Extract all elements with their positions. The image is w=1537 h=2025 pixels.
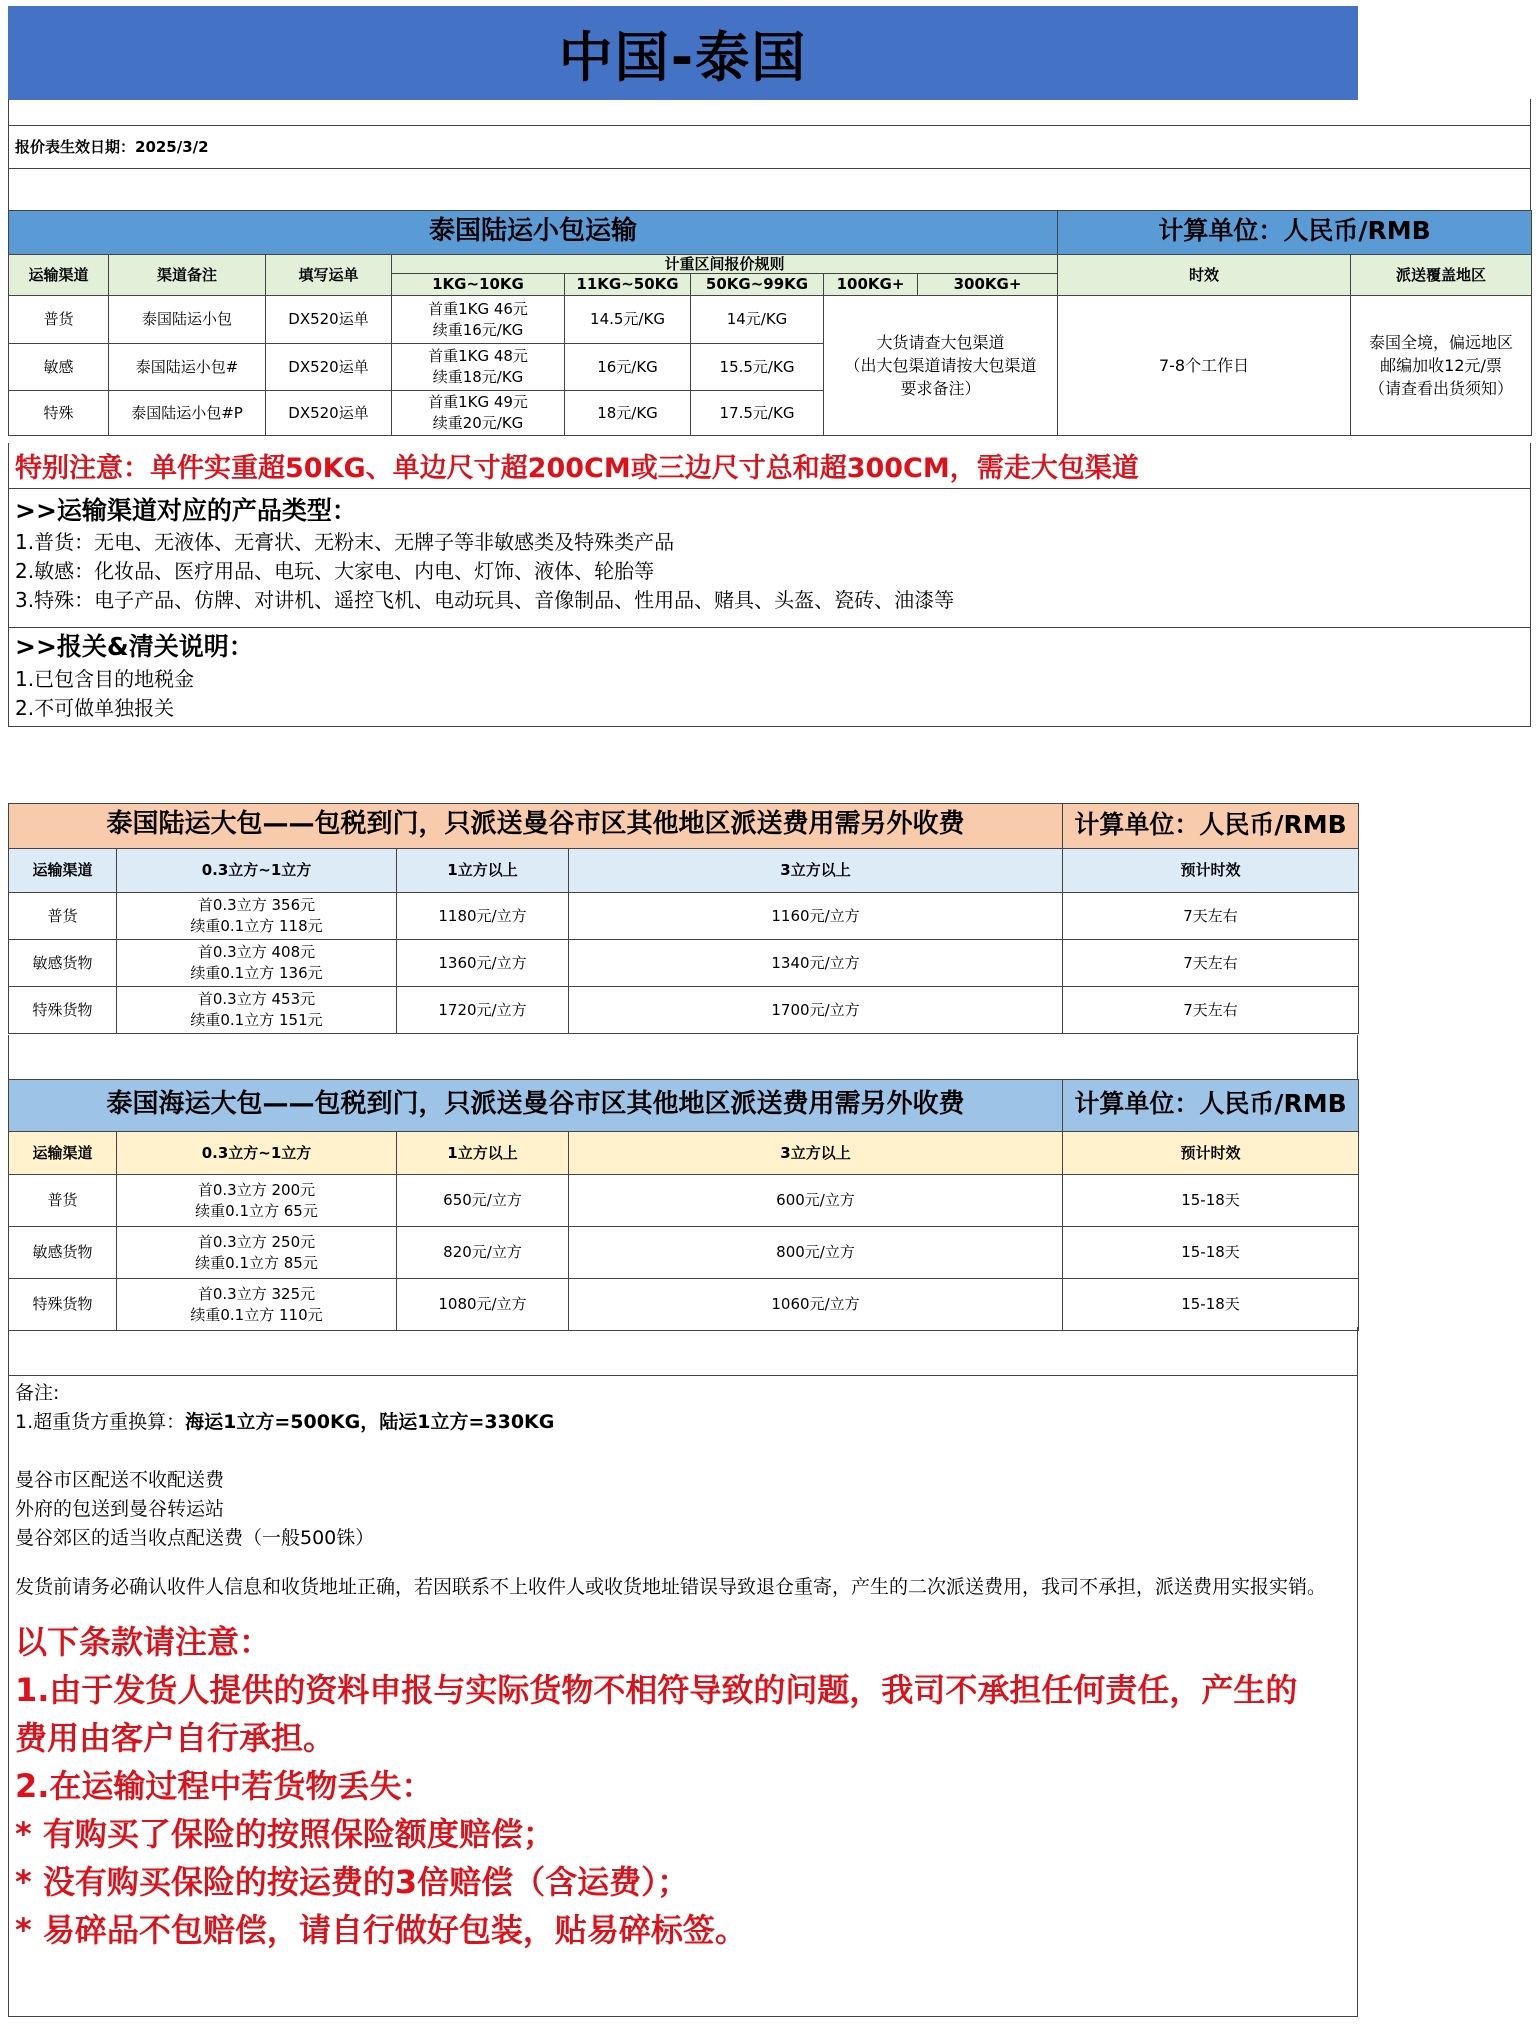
cell-3cbm: 800元/立方 (569, 1227, 1063, 1279)
terms-item: * 易碎品不包赔偿，请自行做好包装，贴易碎标签。 (15, 1911, 747, 1949)
cell-first: 首0.3立方 250元 续重0.1立方 85元 (117, 1227, 397, 1279)
col-channel: 运输渠道 (9, 849, 117, 893)
spacer-row (8, 1327, 1358, 1376)
cell-channel: 普货 (9, 893, 117, 940)
cell-waybill: DX520运单 (266, 296, 392, 344)
cell-band1: 首重1KG 48元 续重18元/KG (392, 344, 565, 391)
cell-first: 首0.3立方 408元 续重0.1立方 136元 (117, 940, 397, 987)
delivery-time: 7-8个工作日 (1058, 296, 1351, 436)
col-first: 0.3立方~1立方 (117, 849, 397, 893)
cell-channel: 普货 (9, 296, 109, 344)
coverage: 泰国全境，偏远地区 邮编加收12元/票 （请查看出货须知） (1351, 296, 1532, 436)
product-type-item: 2.敏感：化妆品、医疗用品、电玩、大家电、内电、灯饰、液体、轮胎等 (15, 559, 655, 583)
cell-band2: 16元/KG (565, 344, 691, 391)
land-bulk-unit: 计算单位：人民币/RMB (1063, 804, 1359, 849)
col-remark: 渠道备注 (109, 255, 266, 296)
cell-first: 首0.3立方 325元 续重0.1立方 110元 (117, 1279, 397, 1331)
cell-band3: 15.5元/KG (691, 344, 824, 391)
col-time: 预计时效 (1063, 1132, 1359, 1175)
cell-time: 7天左右 (1063, 987, 1359, 1034)
delivery-note: 曼谷市区配送不收配送费 (15, 1469, 225, 1491)
product-types (8, 488, 1531, 628)
col-3cbm: 3立方以上 (569, 849, 1063, 893)
cell-band2: 18元/KG (565, 391, 691, 436)
cell-channel: 敏感货物 (9, 940, 117, 987)
terms-heading: 以下条款请注意： (15, 1623, 272, 1661)
cell-band1: 首重1KG 46元 续重16元/KG (392, 296, 565, 344)
col-band4: 100KG+ (824, 274, 918, 296)
col-band3: 50KG~99KG (691, 274, 824, 296)
oversize-notice: 特别注意：单件实重超50KG、单边尺寸超200CM或三边尺寸总和超300CM，需走大包渠道 (8, 443, 1531, 489)
cell-3cbm: 600元/立方 (569, 1175, 1063, 1227)
table-row (9, 1175, 1359, 1227)
col-3cbm: 3立方以上 (569, 1132, 1063, 1175)
terms-item: 2.在运输过程中若货物丢失： (15, 1767, 434, 1805)
col-band1: 1KG~10KG (392, 274, 565, 296)
small-parcel-unit: 计算单位：人民币/RMB (1058, 211, 1532, 255)
cell-channel: 敏感货物 (9, 1227, 117, 1279)
cell-band3: 17.5元/KG (691, 391, 824, 436)
col-1cbm: 1立方以上 (397, 1132, 569, 1175)
page-title: 中国-泰国 (8, 6, 1358, 100)
terms-item: * 有购买了保险的按照保险额度赔偿； (15, 1815, 555, 1853)
table-row (9, 987, 1359, 1034)
cell-3cbm: 1060元/立方 (569, 1279, 1063, 1331)
spacer-row (8, 99, 1531, 126)
land-bulk-title: 泰国陆运大包——包税到门，只派送曼谷市区其他地区派送费用需另外收费 (9, 804, 1063, 849)
table-row (9, 940, 1359, 987)
col-channel: 运输渠道 (9, 1132, 117, 1175)
customs-item: 1.已包含目的地税金 (15, 667, 195, 691)
cell-time: 7天左右 (1063, 893, 1359, 940)
cell-remark: 泰国陆运小包# (109, 344, 266, 391)
table-row (9, 893, 1359, 940)
cell-1cbm: 820元/立方 (397, 1227, 569, 1279)
delivery-note: 曼谷郊区的适当收点配送费（一般500铢） (15, 1527, 375, 1549)
table-row (9, 1279, 1359, 1331)
spacer-row (8, 1035, 1358, 1080)
cell-first: 首0.3立方 356元 续重0.1立方 118元 (117, 893, 397, 940)
cell-first: 首0.3立方 200元 续重0.1立方 65元 (117, 1175, 397, 1227)
cell-channel: 敏感 (9, 344, 109, 391)
delivery-note: 外府的包送到曼谷转运站 (15, 1498, 225, 1520)
customs-notes (8, 627, 1531, 727)
sea-bulk-table (8, 1079, 1359, 1331)
cell-time: 15-18天 (1063, 1175, 1359, 1227)
notes-label: 备注: (15, 1382, 60, 1404)
cell-waybill: DX520运单 (266, 344, 392, 391)
spacer-row (8, 168, 1531, 211)
small-parcel-table (8, 210, 1532, 436)
col-rule: 计重区间报价规则 (392, 255, 1058, 274)
bulk-note: 大货请查大包渠道 （出大包渠道请按大包渠道 要求备注） (824, 296, 1058, 436)
cell-3cbm: 1160元/立方 (569, 893, 1063, 940)
product-type-item: 1.普货：无电、无液体、无膏状、无粉末、无牌子等非敏感类及特殊类产品 (15, 530, 675, 554)
cell-1cbm: 1080元/立方 (397, 1279, 569, 1331)
cell-channel: 特殊货物 (9, 1279, 117, 1331)
product-types-heading: >>运输渠道对应的产品类型： (15, 496, 357, 525)
cell-first: 首0.3立方 453元 续重0.1立方 151元 (117, 987, 397, 1034)
cell-1cbm: 1180元/立方 (397, 893, 569, 940)
cell-band2: 14.5元/KG (565, 296, 691, 344)
cell-channel: 特殊货物 (9, 987, 117, 1034)
cell-1cbm: 650元/立方 (397, 1175, 569, 1227)
product-type-item: 3.特殊：电子产品、仿牌、对讲机、遥控飞机、电动玩具、音像制品、性用品、赌具、头盔、瓷砖、油漆等 (15, 588, 955, 612)
effective-date: 报价表生效日期：2025/3/2 (8, 125, 1531, 169)
cell-band3: 14元/KG (691, 296, 824, 344)
col-coverage: 派送覆盖地区 (1351, 255, 1532, 296)
cell-band1: 首重1KG 49元 续重20元/KG (392, 391, 565, 436)
cell-time: 15-18天 (1063, 1279, 1359, 1331)
notes-block (8, 1375, 1358, 2017)
cell-1cbm: 1720元/立方 (397, 987, 569, 1034)
col-time: 时效 (1058, 255, 1351, 296)
cell-remark: 泰国陆运小包#P (109, 391, 266, 436)
customs-item: 2.不可做单独报关 (15, 696, 175, 720)
col-time: 预计时效 (1063, 849, 1359, 893)
cell-channel: 普货 (9, 1175, 117, 1227)
cell-3cbm: 1700元/立方 (569, 987, 1063, 1034)
cell-channel: 特殊 (9, 391, 109, 436)
col-band5: 300KG+ (918, 274, 1058, 296)
land-bulk-table (8, 803, 1359, 1034)
small-parcel-title: 泰国陆运小包运输 (9, 211, 1058, 255)
col-waybill: 填写运单 (266, 255, 392, 296)
table-row (9, 1227, 1359, 1279)
confirm-note: 发货前请务必确认收件人信息和收货地址正确，若因联系不上收件人或收货地址错误导致退仓重寄，产生的二次派送费用，我司不承担，派送费用实报实销。 (15, 1576, 1327, 1598)
col-band2: 11KG~50KG (565, 274, 691, 296)
sea-bulk-unit: 计算单位：人民币/RMB (1063, 1080, 1359, 1132)
cell-time: 7天左右 (1063, 940, 1359, 987)
cell-3cbm: 1340元/立方 (569, 940, 1063, 987)
terms-item: * 没有购买保险的按运费的3倍赔偿（含运费）； (15, 1863, 690, 1901)
table-row (9, 296, 1532, 344)
cell-1cbm: 1360元/立方 (397, 940, 569, 987)
col-1cbm: 1立方以上 (397, 849, 569, 893)
col-first: 0.3立方~1立方 (117, 1132, 397, 1175)
col-channel: 运输渠道 (9, 255, 109, 296)
sea-bulk-title: 泰国海运大包——包税到门，只派送曼谷市区其他地区派送费用需另外收费 (9, 1080, 1063, 1132)
terms-item: 1.由于发货人提供的资料申报与实际货物不相符导致的问题，我司不承担任何责任，产生的费用由客户自行承担。 (15, 1671, 1298, 1757)
customs-heading: >>报关&清关说明： (15, 632, 254, 661)
conversion-note: 1.超重货方重换算：海运1立方=500KG，陆运1立方=330KG (15, 1411, 555, 1433)
cell-time: 15-18天 (1063, 1227, 1359, 1279)
cell-waybill: DX520运单 (266, 391, 392, 436)
cell-remark: 泰国陆运小包 (109, 296, 266, 344)
